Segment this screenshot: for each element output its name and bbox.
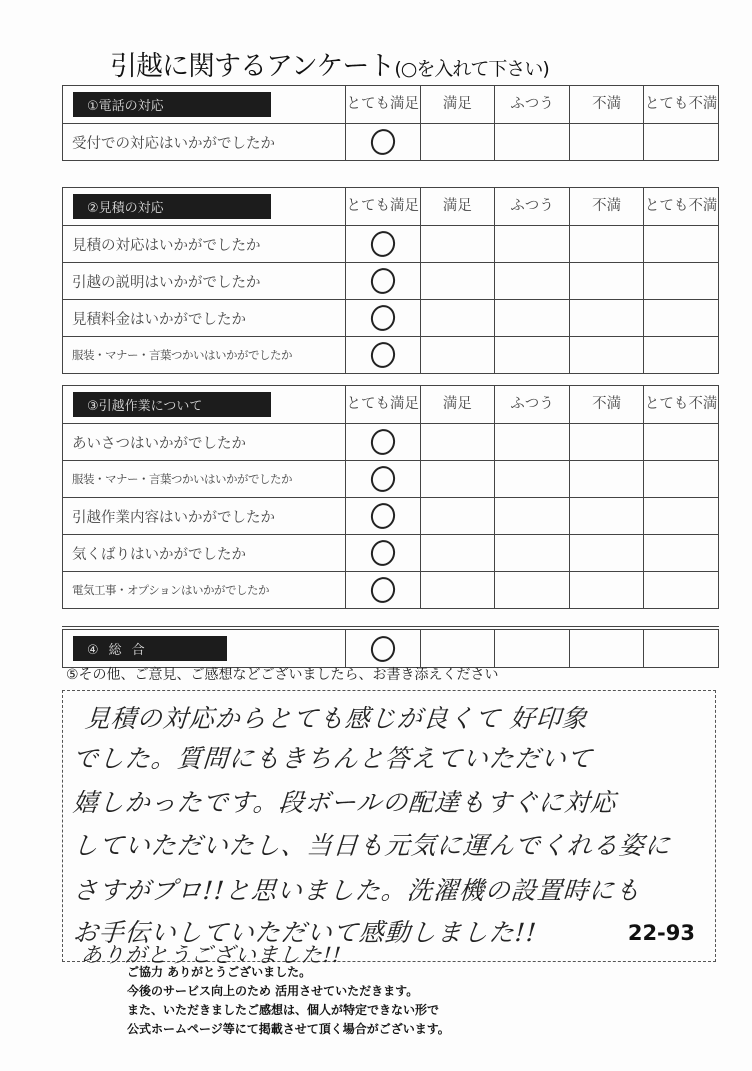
rating-cell[interactable] [346, 263, 421, 300]
handwritten-comment-line: お手伝いしていただいて感動しました!! [71, 918, 539, 947]
circle-mark [367, 126, 398, 158]
rating-cell[interactable] [346, 461, 421, 498]
question-label: 服装・マナー・言葉つかいはいかがでしたか [63, 461, 346, 498]
rating-cell[interactable] [346, 498, 421, 535]
rating-cell[interactable] [569, 263, 644, 300]
rating-cell[interactable] [644, 461, 719, 498]
column-header: 満足 [420, 386, 495, 424]
rating-cell[interactable] [644, 300, 719, 337]
rating-cell[interactable] [420, 628, 495, 668]
rating-cell[interactable] [495, 300, 570, 337]
column-header: ふつう [495, 188, 570, 226]
column-header: 不満 [569, 386, 644, 424]
question-label: 電気工事・オプションはいかがでしたか [63, 572, 346, 609]
question-row [63, 263, 719, 300]
column-header: 満足 [420, 86, 495, 124]
question-label: 引越の説明はいかがでしたか [63, 263, 346, 300]
section-table [62, 626, 719, 668]
column-header: とても満足 [346, 86, 421, 124]
handwritten-comment-line: でした。質問にもきちんと答えていただいて [71, 744, 594, 773]
section-heading: ③引越作業について [73, 392, 271, 417]
rating-cell[interactable] [420, 263, 495, 300]
comment-prompt: ⑤その他、ご意見、ご感想などございましたら、お書き添えください [66, 667, 499, 683]
rating-cell[interactable] [346, 124, 421, 161]
question-row [63, 337, 719, 374]
section-table [62, 85, 719, 161]
rating-cell[interactable] [569, 226, 644, 263]
question-row [63, 572, 719, 609]
rating-cell[interactable] [420, 124, 495, 161]
column-header: 不満 [569, 86, 644, 124]
column-header: とても不満 [644, 386, 719, 424]
rating-cell[interactable] [569, 572, 644, 609]
rating-cell[interactable] [346, 628, 421, 668]
rating-cell[interactable] [495, 498, 570, 535]
rating-cell[interactable] [569, 300, 644, 337]
rating-cell[interactable] [569, 337, 644, 374]
rating-cell[interactable] [644, 124, 719, 161]
rating-cell[interactable] [420, 461, 495, 498]
circle-mark [367, 426, 398, 458]
rating-cell[interactable] [644, 535, 719, 572]
rating-cell[interactable] [420, 226, 495, 263]
question-row [63, 461, 719, 498]
column-header: ふつう [495, 386, 570, 424]
footer-line: 今後のサービス向上のため 活用させていただきます。 [127, 984, 419, 998]
section-table [62, 385, 719, 609]
rating-cell[interactable] [644, 572, 719, 609]
footer-note [127, 963, 450, 1039]
rating-cell[interactable] [495, 572, 570, 609]
column-header: ふつう [495, 86, 570, 124]
question-row [63, 498, 719, 535]
question-label: 見積料金はいかがでしたか [63, 300, 346, 337]
rating-cell[interactable] [644, 226, 719, 263]
rating-cell[interactable] [495, 337, 570, 374]
section-heading-cell [63, 386, 346, 424]
rating-cell[interactable] [346, 226, 421, 263]
question-label: 引越作業内容はいかがでしたか [63, 498, 346, 535]
circle-mark [367, 574, 398, 606]
rating-cell[interactable] [420, 572, 495, 609]
rating-cell[interactable] [644, 263, 719, 300]
rating-cell[interactable] [644, 424, 719, 461]
column-header: とても不満 [644, 188, 719, 226]
handwritten-comment-line: 嬉しかったです。段ボールの配達もすぐに対応 [71, 788, 618, 817]
rating-cell[interactable] [346, 337, 421, 374]
column-header: 満足 [420, 188, 495, 226]
circle-mark [367, 463, 398, 495]
handwritten-comment-line: していただいたし、当日も元気に運んでくれる姿に [71, 831, 672, 860]
rating-cell[interactable] [420, 337, 495, 374]
question-label: あいさつはいかがでしたか [63, 424, 346, 461]
question-row [63, 300, 719, 337]
rating-cell[interactable] [420, 535, 495, 572]
circle-mark [367, 537, 398, 569]
circle-mark [367, 228, 398, 260]
question-label: 受付での対応はいかがでしたか [63, 124, 346, 161]
rating-cell[interactable] [420, 498, 495, 535]
column-header: とても不満 [644, 86, 719, 124]
rating-cell[interactable] [495, 263, 570, 300]
rating-cell[interactable] [346, 424, 421, 461]
circle-mark [367, 265, 398, 297]
circle-mark [367, 500, 398, 532]
footer-line: 公式ホームページ等にて掲載させて頂く場合がございます。 [127, 1022, 450, 1036]
rating-cell[interactable] [569, 424, 644, 461]
section-heading-cell [63, 86, 346, 124]
circle-mark [367, 632, 398, 664]
rating-cell[interactable] [495, 535, 570, 572]
comment-box [62, 690, 716, 967]
circle-mark [367, 302, 398, 334]
rating-cell[interactable] [495, 628, 570, 668]
footer-line: ご協力 ありがとうございました。 [127, 965, 312, 979]
question-label: 見積の対応はいかがでしたか [63, 226, 346, 263]
question-row [63, 226, 719, 263]
handwritten-comment-line: 見積の対応からとても感じが良くて 好印象 [83, 704, 589, 733]
rating-cell[interactable] [644, 337, 719, 374]
rating-cell[interactable] [495, 226, 570, 263]
rating-cell[interactable] [569, 628, 644, 668]
question-row [63, 424, 719, 461]
rating-cell[interactable] [644, 498, 719, 535]
title-text: 引越に関するアンケート [110, 51, 395, 82]
rating-cell[interactable] [495, 461, 570, 498]
section-heading: ①電話の対応 [73, 92, 271, 117]
question-row [63, 535, 719, 572]
rating-cell[interactable] [420, 424, 495, 461]
circle-mark [367, 339, 398, 371]
survey-title [110, 44, 549, 83]
question-label: 服装・マナー・言葉つかいはいかがでしたか [63, 337, 346, 374]
question-label: 気くばりはいかがでしたか [63, 535, 346, 572]
handwritten-comment-line: さすがプロ!!と思いました。洗濯機の設置時にも [71, 876, 643, 905]
handwritten-comment-line: ありがとうございました!! [80, 943, 343, 967]
form-code: 22-93 [627, 921, 695, 945]
column-header: とても満足 [346, 386, 421, 424]
rating-cell[interactable] [569, 535, 644, 572]
question-row [63, 124, 719, 161]
rating-cell[interactable] [346, 535, 421, 572]
rating-cell[interactable] [346, 300, 421, 337]
section-heading: ②見積の対応 [73, 194, 271, 219]
section-heading-cell [63, 188, 346, 226]
section-heading: ④総合 [73, 636, 227, 661]
rating-cell[interactable] [420, 300, 495, 337]
rating-cell[interactable] [569, 498, 644, 535]
column-header: とても満足 [346, 188, 421, 226]
rating-cell[interactable] [569, 461, 644, 498]
footer-line: また、いただきましたご感想は、個人が特定できない形で [127, 1003, 440, 1017]
title-note: (○を入れて下さい) [394, 58, 549, 80]
rating-cell[interactable] [495, 424, 570, 461]
rating-cell[interactable] [569, 124, 644, 161]
rating-cell[interactable] [346, 572, 421, 609]
section-heading-cell [63, 628, 346, 668]
rating-cell[interactable] [495, 124, 570, 161]
section-table [62, 187, 719, 374]
rating-cell[interactable] [644, 628, 719, 668]
column-header: 不満 [569, 188, 644, 226]
